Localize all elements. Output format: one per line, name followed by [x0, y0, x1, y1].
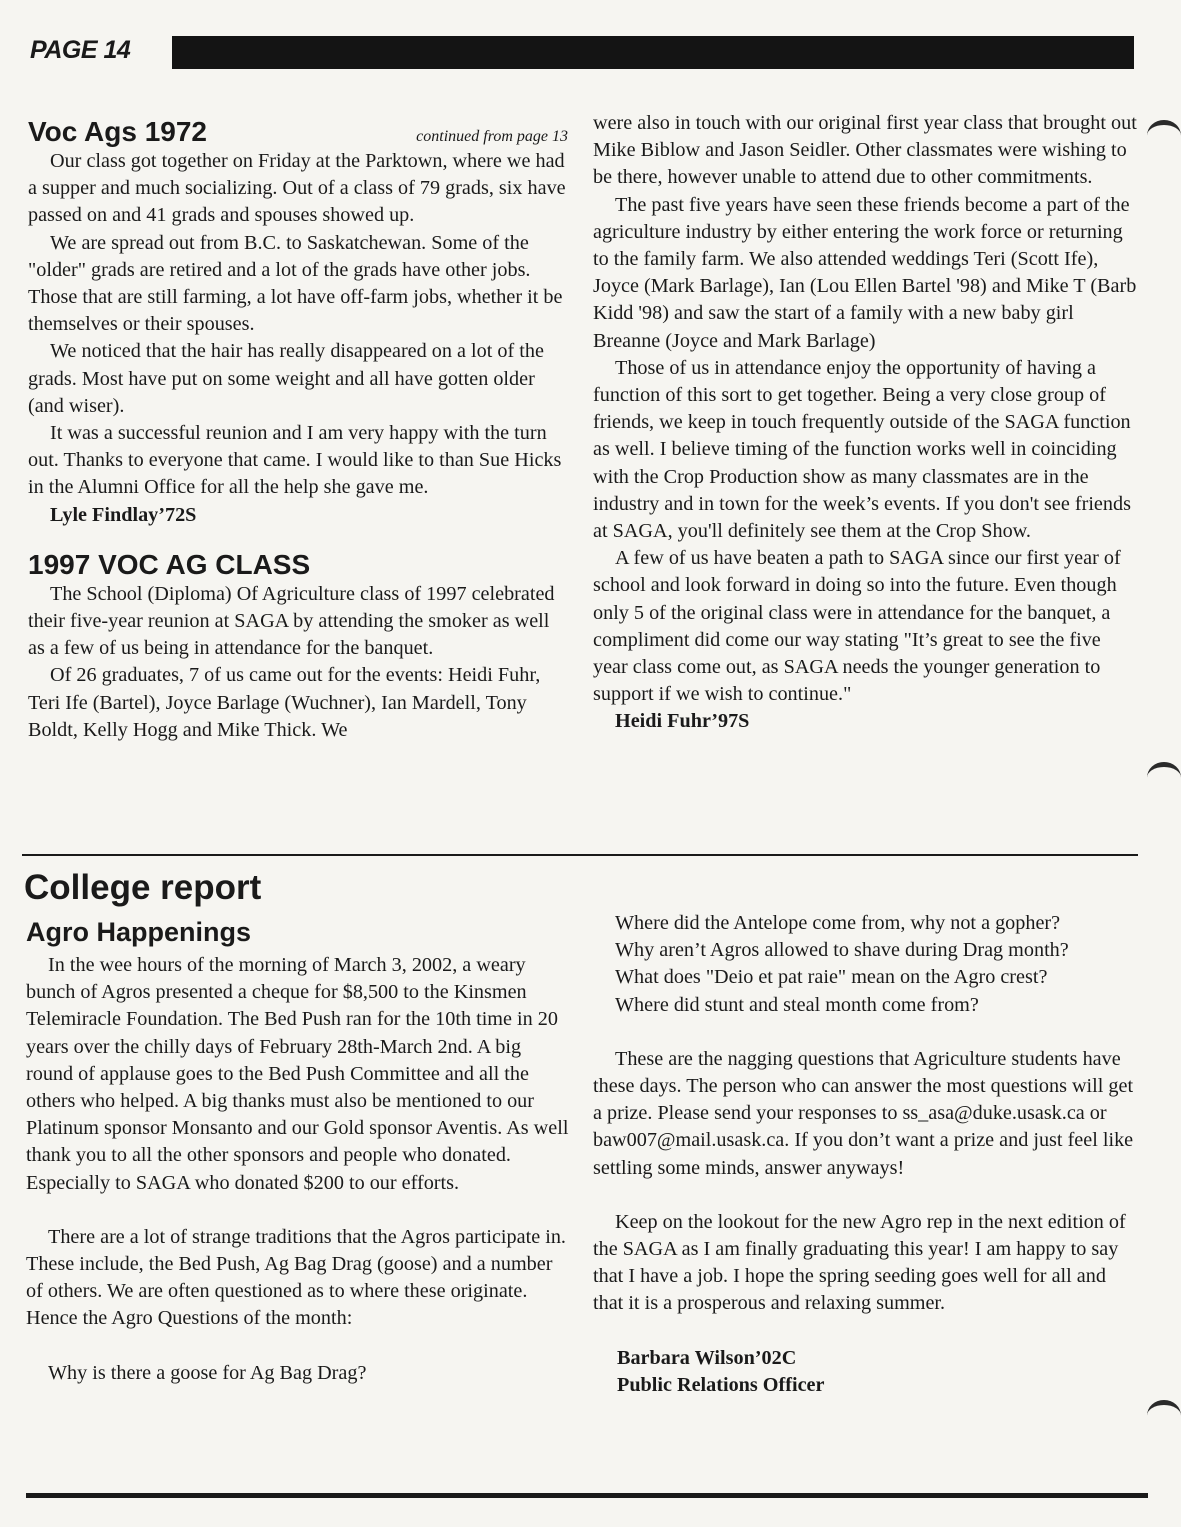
section-divider — [22, 854, 1138, 856]
voc-ag-1997-paragraph: Of 26 graduates, 7 of us came out for the events: Heidi Fuhr, Teri Ife (Bartel), Joyce Barlage (Wuchner), Ian Mardell, Tony Boldt, Kelly Hogg and Mike Thick. We — [28, 664, 541, 741]
voc-ags-1972-paragraph: We are spread out from B.C. to Saskatchewan. Some of the "older" grads are retired and a lot of the grads have other jobs. Those that are still farming, a lot have off-farm jobs, whether it be themselves or their spouses. — [28, 231, 563, 336]
signature-name: Barbara Wilson’02C — [617, 1346, 797, 1369]
voc-ags-1972-header — [28, 116, 568, 148]
punch-hole-mark — [1147, 120, 1181, 151]
footer-rule — [26, 1493, 1148, 1498]
header-bar — [172, 36, 1134, 69]
bottom-right-column — [593, 910, 1138, 1399]
college-report-paragraph: In the wee hours of the morning of March 3, 2002, a weary bunch of Agros presented a cheque for $8,500 to the Kinsmen Telemiracle Foundation. The Bed Push ran for the 10th time in 20 years over the chilly days of February 28th-March 2nd. A big round of applause goes to the Bed Push Committee and all the others who helped. A big thanks must also be mentioned to our Platinum sponsor Monsanto and our Gold sponsor Aventis. As well thank you to all the other sponsors and people who donated. Especially to SAGA who donated $200 to our efforts. — [26, 954, 569, 1194]
voc-ag-1997-paragraph: Those of us in attendance enjoy the opportunity of having a function of this sort to get together. Being a very close group of friends, we keep in touch frequently outside of the SAGA function as well. I believe timing of the function works well in coinciding with the Crop Production show as many classmates are in the industry and in town for the week’s events. If you don't see friends at SAGA, you'll definitely see them at the Crop Show. — [593, 356, 1131, 543]
voc-ag-1997-title: 1997 VOC AG CLASS — [28, 548, 311, 580]
top-right-column — [593, 110, 1138, 736]
voc-ags-1972-paragraph: It was a successful reunion and I am very happy with the turn out. Thanks to everyone that came. I would like to than Sue Hicks in the Alumni Office for all the help she gave me. — [28, 422, 562, 499]
continued-note: continued from page 13 — [416, 128, 568, 145]
college-report-title: College report — [24, 868, 262, 907]
punch-hole-mark — [1147, 762, 1181, 793]
voc-ag-1997-paragraph: The School (Diploma) Of Agriculture class of 1997 celebrated their five-year reunion at SAGA by attending the smoker as well as a few of us being in attendance for the banquet. — [28, 582, 555, 660]
voc-ag-1997-signature: Heidi Fuhr’97S — [615, 710, 750, 733]
voc-ag-1997-paragraph: The past five years have seen these friends become a part of the agriculture industry by either entering the work force or returning to the family farm. We also attended weddings Teri (Scott Ife), Joyce (Mark Barlage), Ian (Lou Ellen Bartel '98) and Mike T (Barb Kidd '98) and saw the start of a family with a new baby girl Breanne (Joyce and Mark Barlage) — [593, 193, 1137, 352]
question-item: Where did the Antelope come from, why not a gopher? — [615, 912, 1061, 934]
college-report-paragraph: There are a lot of strange traditions that the Agros participate in. These include, the Bed Push, Ag Bag Drag (goose) and a number of others. We are often questioned as to where these originate. Hence the Agro Questions of the month: — [26, 1225, 566, 1330]
bottom-left-column — [26, 916, 571, 1387]
college-report-paragraph: Keep on the lookout for the new Agro rep in the next edition of the SAGA as I am finally graduating this year! I am happy to say that I have a job. I hope the spring seeding goes well for all and that it is a prosperous and relaxing summer. — [593, 1210, 1126, 1315]
question-item: Where did stunt and steal month come from? — [615, 993, 979, 1016]
question-item: Why is there a goose for Ag Bag Drag? — [48, 1361, 367, 1384]
voc-ags-1972-paragraph: Our class got together on Friday at the Parktown, where we had a supper and much socializing. Out of a class of 79 grads, six have passed on and 41 grads and spouses showed up. — [28, 150, 566, 227]
signature-block — [593, 1345, 1138, 1399]
voc-ags-1972-signature: Lyle Findlay’72S — [50, 503, 197, 526]
question-item: Why aren’t Agros allowed to shave during Drag month? — [615, 939, 1069, 962]
question-item: What does "Deio et pat raie" mean on the Agro crest? — [615, 966, 1048, 989]
college-report-paragraph: These are the nagging questions that Agriculture students have these days. The person who can answer the most questions will get a prize. Please send your responses to ss_asa@duke.usask.ca or baw007@mail.usask.ca. If you don’t want a prize and just feel like settling some minds, answer anyways! — [593, 1047, 1134, 1179]
voc-ags-1972-paragraph: We noticed that the hair has really disappeared on a lot of the grads. Most have put on some weight and all have gotten older (and wiser). — [28, 340, 544, 417]
voc-ag-1997-paragraph: A few of us have beaten a path to SAGA since our first year of school and look forward in doing so into the future. Even though only 5 of the original class were in attendance for the banquet, a compliment did come our way stating "It’s great to see the five year class come out, as SAGA needs the younger generation to support if we wish to continue." — [593, 547, 1121, 706]
voc-ags-1972-title: Voc Ags 1972 — [28, 116, 207, 147]
voc-ag-1997-continued: were also in touch with our original first year class that brought out Mike Biblow and Jason Seidler. Other classmates were wishing to be there, however unable to attend due to other commitments. — [593, 112, 1137, 189]
agro-happenings-title: Agro Happenings — [26, 917, 252, 947]
page-number: PAGE 14 — [30, 36, 131, 64]
signature-role: Public Relations Officer — [617, 1373, 825, 1396]
top-left-column — [28, 116, 568, 744]
punch-hole-mark — [1147, 1400, 1181, 1431]
